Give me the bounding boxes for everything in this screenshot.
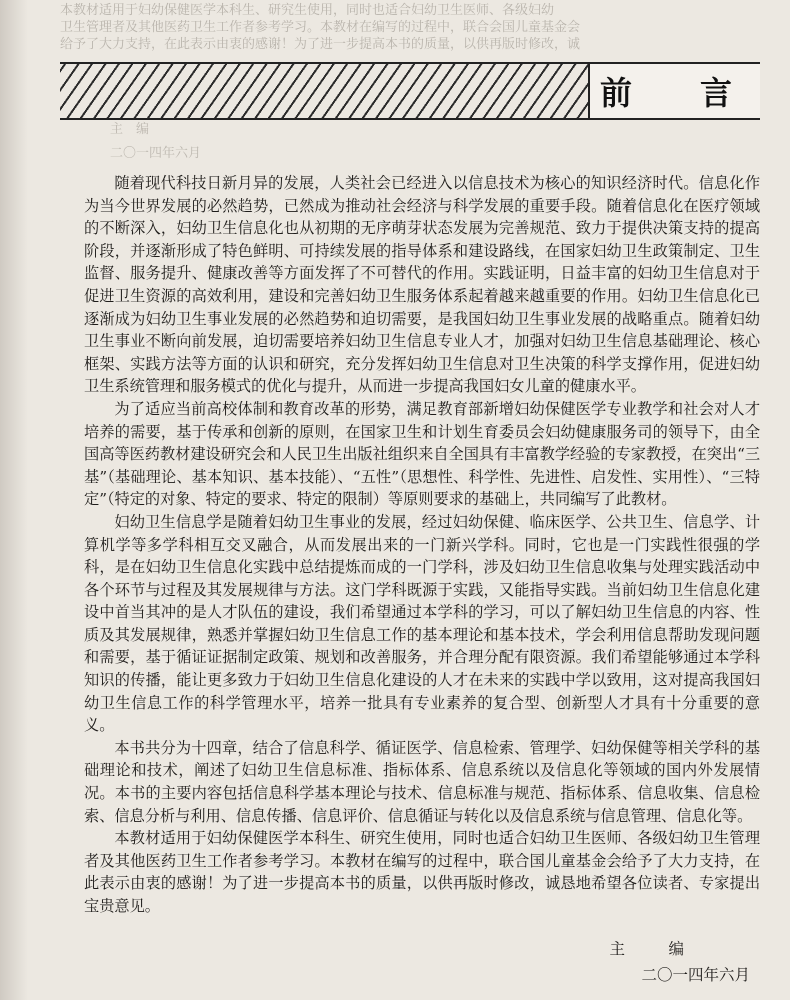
preface-body — [84, 172, 760, 918]
date-label: 二〇一四年六月 — [641, 966, 750, 984]
bleed-line: 二〇一四年六月 — [110, 146, 202, 161]
editor-label: 主 编 — [609, 940, 698, 958]
paragraph: 为了适应当前高校体制和教育改革的形势，满足教育部新增妇幼保健医学专业教学和社会对人才培养的需要，基于传承和创新的原则，在国家卫生和计划生育委员会妇幼健康服务司的领导下，由全国高等医药教材建设研究会和人民卫生出版社组织来自全国具有丰富教学经验的专家教授，在突出“三基”（基础理论、基本知识、基本技能）、“五性”（思想性、科学性、先进性、启发性、实用性）、“三特定”（特定的对象、特定的要求、特定的限制）等原则要求的基础上，共同编写了此教材。 — [84, 399, 761, 509]
hatch-pattern — [60, 64, 590, 118]
paragraph: 本教材适用于妇幼保健医学本科生、研究生使用，同时也适合妇幼卫生医师、各级妇幼卫生管理者及其他医药卫生工作者参考学习。本教材在编写的过程中，联合国儿童基金会给予了大力支持，在此表示由衷的感谢！为了进一步提高本书的质量，以供再版时修改，诚恳地希望各位读者、专家提出宝贵意见。 — [84, 829, 760, 915]
chapter-header-band — [60, 62, 760, 120]
paragraph: 妇幼卫生信息学是随着妇幼卫生事业的发展，经过妇幼保健、临床医学、公共卫生、信息学、计算机学等多学科相互交叉融合，从而发展出来的一门新兴学科。同时，它也是一门实践性很强的学科，是在妇幼卫生信息化实践中总结提炼而成的一门学科，涉及妇幼卫生信息收集与处理实践活动中各个环节与过程及其发展规律与方法。这门学科既源于实践，又能指导实践。当前妇幼卫生信息化建设中首当其冲的是人才队伍的建设，我们希望通过本学科的学习，可以了解妇幼卫生信息的内容、性质及其发展规律，熟悉并掌握妇幼卫生信息工作的基本理论和基本技术，学会利用信息帮助发现问题和需要，基于循证证据制定政策、规划和改善服务，并合理分配有限资源。我们希望能够通过本学科知识的传播，能让更多致力于妇幼卫生信息化建设的人才在未来的实践中学以致用，这对提高我国妇幼卫生信息工作的科学管理水平，培养一批具有专业素养的复合型、创新型人才具有十分重要的意义。 — [84, 512, 760, 735]
bleed-through-signature — [110, 118, 201, 166]
paragraph: 本书共分为十四章，结合了信息科学、循证医学、信息检索、管理学、妇幼保健等相关学科的基础理论和技术，阐述了妇幼卫生信息标准、指标体系、信息系统以及信息化等领域的国内外发展情况。本书的主要内容包括信息科学基本理论与技术、信息标准与规范、指标体系、信息收集、信息检索、信息分析与利用、信息传播、信息评价、信息循证与转化以及信息系统与信息管理、信息化等。 — [84, 738, 760, 825]
bleed-through-text — [60, 2, 770, 62]
bleed-line: 主 编 — [110, 122, 150, 137]
bleed-line: 本教材适用于妇幼保健医学本科生、研究生使用，同时也适合妇幼卫生医师、各级妇幼 — [60, 3, 555, 18]
bleed-line: 卫生管理者及其他医药卫生工作者参考学习。本教材在编写的过程中，联合会国儿童基金会 — [60, 20, 581, 35]
page-title: 前 言 — [588, 64, 760, 118]
signature-block — [609, 936, 750, 988]
paragraph: 随着现代科技日新月异的发展，人类社会已经进入以信息技术为核心的知识经济时代。信息化作为当今世界发展的必然趋势，已然成为推动社会经济与科学发展的重要手段。随着信息化在医疗领域的不断深入，妇幼卫生信息化也从初期的无序萌芽状态发展为完善规范、致力于提供决策支持的提高阶段，并逐渐形成了特色鲜明、可持续发展的指导体系和建设路线，在国家妇幼卫生政策制定、卫生监督、服务提升、健康改善等方面发挥了不可替代的作用。实践证明，日益丰富的妇幼卫生信息对于促进卫生资源的高效利用，建设和完善妇幼卫生服务体系起着越来越重要的作用。妇幼卫生信息化已逐渐成为妇幼卫生事业发展的必然趋势和迫切需要，是我国妇幼卫生事业发展的战略重点。随着妇幼卫生事业不断向前发展，迫切需要培养妇幼卫生信息专业人才，加强对妇幼卫生信息基础理论、核心框架、实践方法等方面的认识和研究，充分发挥妇幼卫生信息对卫生决策的科学支撑作用，促进妇幼卫生系统管理和服务模式的优化与提升，从而进一步提高我国妇女儿童的健康水平。 — [84, 174, 760, 396]
bleed-line: 给予了大力支持，在此表示由衷的感谢！为了进一步提高本书的质量，以供再版时修改，诚 — [60, 37, 581, 52]
page-fold-shadow — [0, 0, 28, 1000]
